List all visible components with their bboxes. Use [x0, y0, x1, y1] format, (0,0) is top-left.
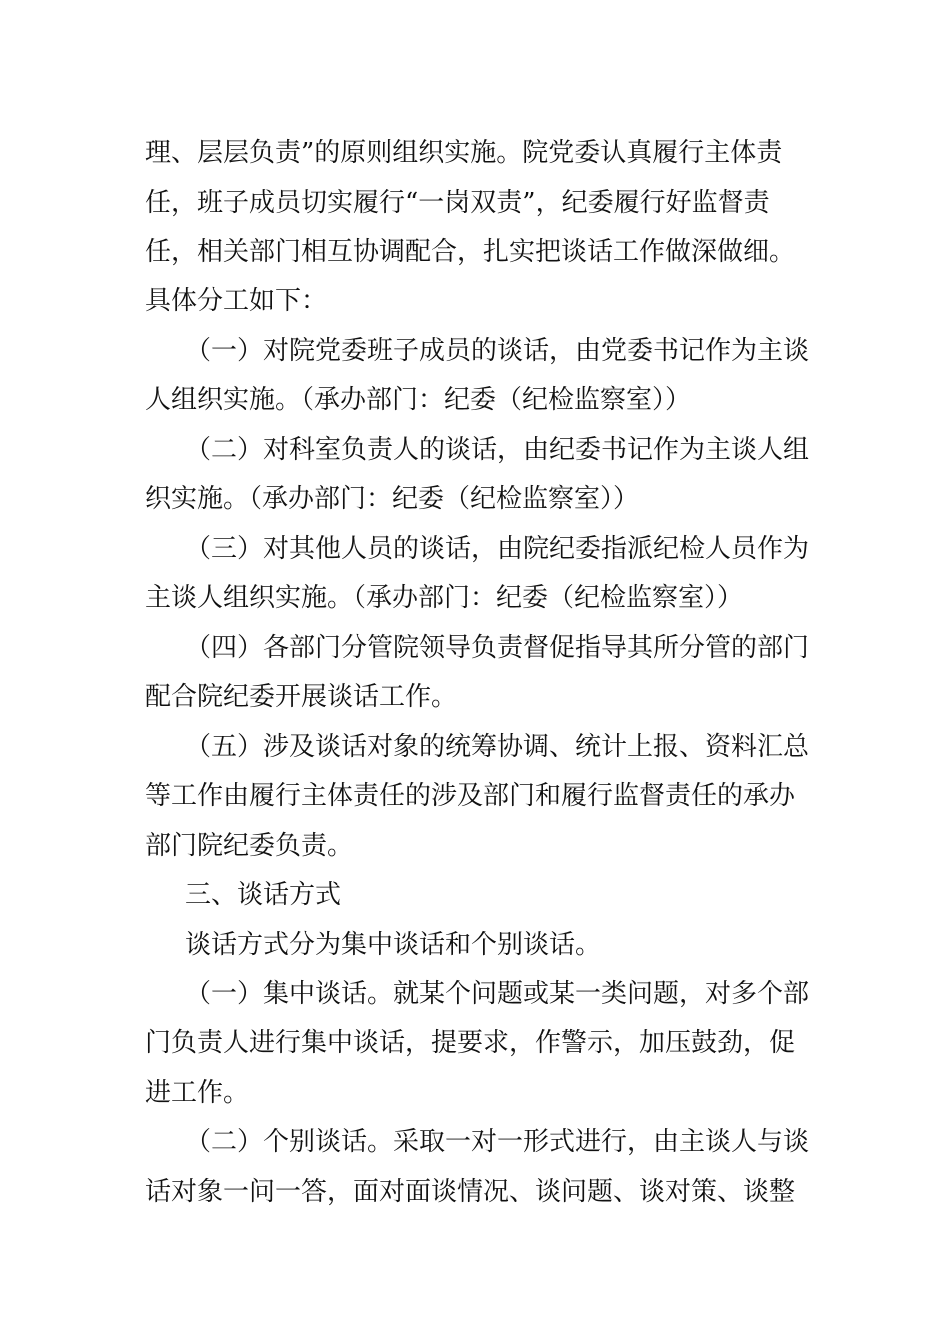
text-line: 门负责人进行集中谈话，提要求，作警示，加压鼓劲，促 [145, 1028, 796, 1058]
text-line: 具体分工如下： [145, 286, 328, 316]
section-heading: 三、谈话方式 [185, 880, 342, 910]
text-line: 任，相关部门相互协调配合，扎实把谈话工作做深做细。 [145, 237, 796, 267]
text-line: （一）对院党委班子成员的谈话，由党委书记作为主谈 [185, 336, 810, 366]
text-line: 部门院纪委负责。 [145, 831, 354, 861]
text-line: 谈话方式分为集中谈话和个别谈话。 [185, 930, 602, 960]
text-line: （二）对科室负责人的谈话，由纪委书记作为主谈人组 [185, 435, 810, 465]
text-line: 理、层层负责”的原则组织实施。院党委认真履行主体责 [145, 138, 783, 168]
text-line: 话对象一问一答，面对面谈情况、谈问题、谈对策、谈整 [145, 1177, 796, 1207]
text-line: 主谈人组织实施。（承办部门：纪委（纪检监察室）） [145, 583, 744, 613]
text-line: 等工作由履行主体责任的涉及部门和履行监督责任的承办 [145, 781, 796, 811]
text-line: （三）对其他人员的谈话，由院纪委指派纪检人员作为 [185, 534, 810, 564]
text-line: （一）集中谈话。就某个问题或某一类问题，对多个部 [185, 979, 810, 1009]
text-line: 人组织实施。（承办部门：纪委（纪检监察室）） [145, 385, 692, 415]
text-line: 配合院纪委开展谈话工作。 [145, 682, 458, 712]
text-line: （四）各部门分管院领导负责督促指导其所分管的部门 [185, 633, 810, 663]
text-line: 进工作。 [145, 1078, 250, 1108]
text-line: （五）涉及谈话对象的统筹协调、统计上报、资料汇总 [185, 732, 810, 762]
text-line: 任，班子成员切实履行“一岗双责”，纪委履行好监督责 [145, 188, 770, 218]
text-line: 织实施。（承办部门：纪委（纪检监察室）） [145, 484, 640, 514]
text-line: （二）个别谈话。采取一对一形式进行，由主谈人与谈 [185, 1127, 810, 1157]
